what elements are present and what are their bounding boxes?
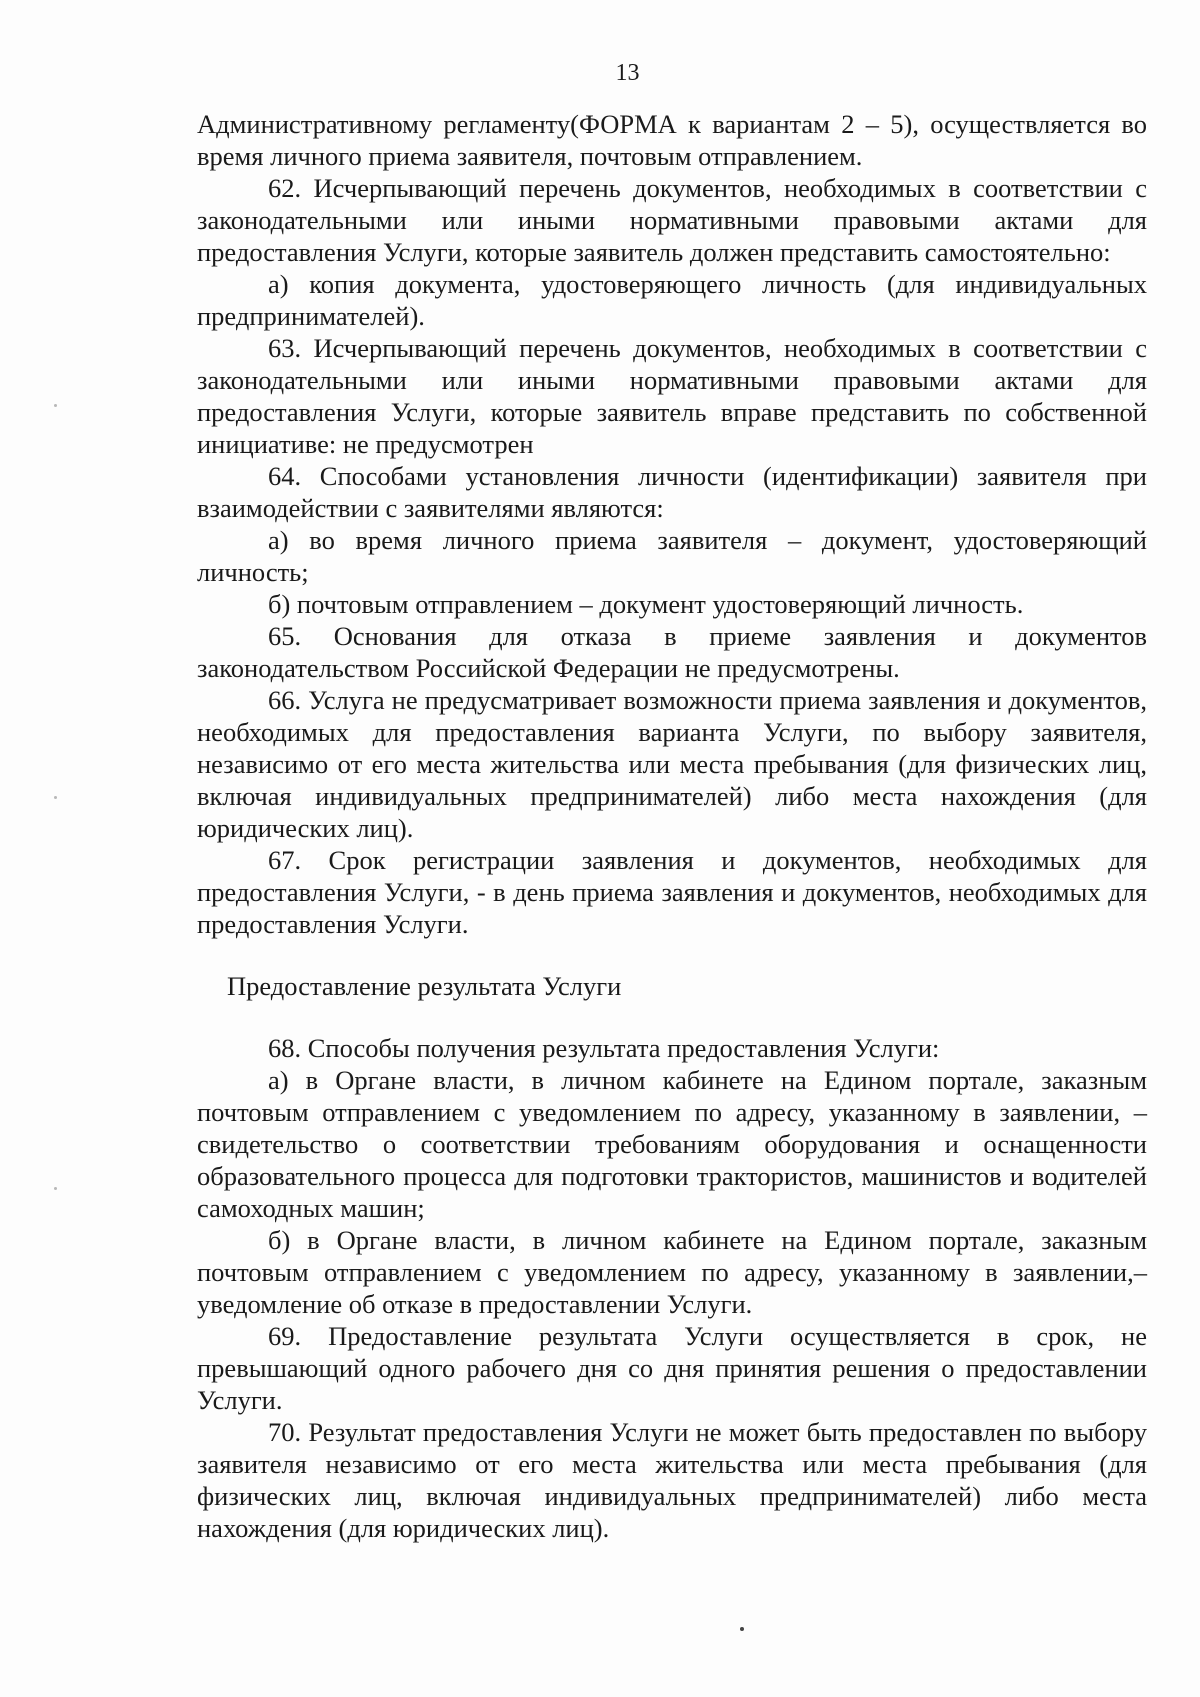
paragraph-continuation: Административному регламенту(ФОРМА к вариантам 2 – 5), осуществляется во время личного приема заявителя, почтовым отправлением. — [197, 109, 1147, 171]
paragraph-66: 66. Услуга не предусматривает возможности приема заявления и документов, необходимых для предоставления варианта Услуги, по выбору заявителя, независимо от его места жительства или места пребывания (для физических лиц, включая индивидуальных предпринимателей) либо места нахождения (для юридических лиц). — [197, 685, 1147, 843]
paragraph-63: 63. Исчерпывающий перечень документов, необходимых в соответствии с законодательными или иными нормативными правовыми актами для предоставления Услуги, которые заявитель вправе представить по собственной инициативе: не предусмотрен — [197, 333, 1147, 459]
paragraph-69: 69. Предоставление результата Услуги осуществляется в срок, не превышающий одного рабочего дня со дня принятия решения о предоставлении Услуги. — [197, 1321, 1147, 1415]
paragraph-68: 68. Способы получения результата предоставления Услуги: — [268, 1033, 940, 1063]
paragraph-68-item-b: б) в Органе власти, в личном кабинете на Едином портале, заказным почтовым отправлением с уведомлением по адресу, указанному в заявлении,– уведомление об отказе в предоставлении Услуги. — [197, 1225, 1147, 1319]
paragraph-65: 65. Основания для отказа в приеме заявления и документов законодательством Российской Федерации не предусмотрены. — [197, 621, 1147, 683]
bottom-speck — [740, 1627, 744, 1631]
document-body — [197, 108, 1147, 1544]
paragraph-64-item-b: б) почтовым отправлением – документ удостоверяющий личность. — [268, 589, 1024, 619]
paragraph-64: 64. Способами установления личности (идентификации) заявителя при взаимодействии с заявителями являются: — [197, 461, 1147, 523]
paragraph-70: 70. Результат предоставления Услуги не может быть предоставлен по выбору заявителя независимо от его места жительства или места пребывания (для физических лиц, включая индивидуальных предпринимателей) либо места нахождения (для юридических лиц). — [197, 1417, 1147, 1543]
paragraph-68-item-a: а) в Органе власти, в личном кабинете на Едином портале, заказным почтовым отправлением с уведомлением по адресу, указанному в заявлении, – свидетельство о соответствии требованиям оборудования и оснащенности образовательного процесса для подготовки трактористов, машинистов и водителей самоходных машин; — [197, 1065, 1147, 1223]
paragraph-67: 67. Срок регистрации заявления и документов, необходимых для предоставления Услуги, - в день приема заявления и документов, необходимых для предоставления Услуги. — [197, 845, 1147, 939]
margin-speck — [54, 796, 57, 799]
paragraph-62-item-a: а) копия документа, удостоверяющего личность (для индивидуальных предпринимателей). — [197, 269, 1147, 331]
section-heading: Предоставление результата Услуги — [227, 971, 622, 1001]
paragraph-64-item-a: а) во время личного приема заявителя – документ, удостоверяющий личность; — [197, 525, 1147, 587]
margin-speck — [54, 1187, 57, 1190]
paragraph-62: 62. Исчерпывающий перечень документов, необходимых в соответствии с законодательными или иными нормативными правовыми актами для предоставления Услуги, которые заявитель должен представить самостоятельно: — [197, 173, 1147, 267]
margin-speck — [54, 404, 57, 407]
page-number: 13 — [615, 60, 640, 86]
